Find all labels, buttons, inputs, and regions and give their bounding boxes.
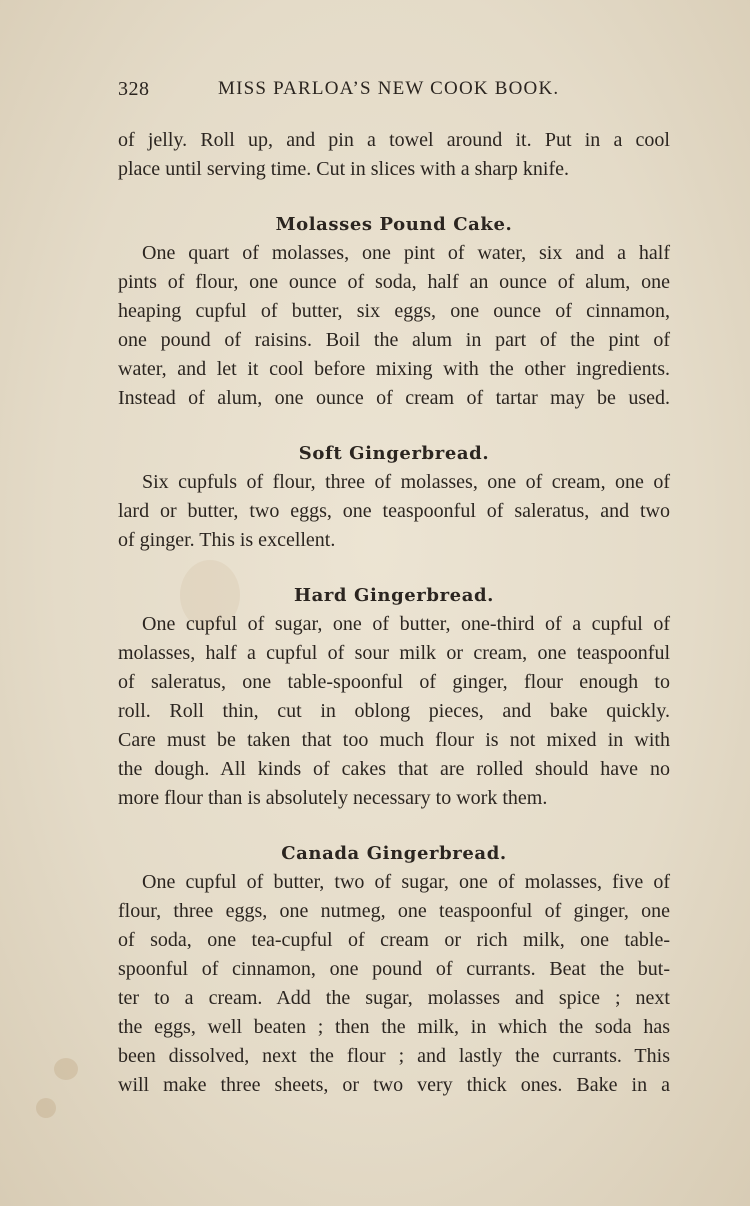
text-line: of ginger. This is excellent. (118, 529, 336, 551)
recipe-title: Molasses Pound Cake. (275, 214, 513, 235)
recipe-title: Soft Gingerbread. (298, 443, 490, 464)
page-header (118, 74, 670, 104)
text-line: Care must be taken that too much flour is not mixed in with (118, 729, 670, 751)
text-line: the eggs, well beaten ; then the milk, in which the soda has (118, 1016, 670, 1038)
text-line: spoonful of cinnamon, one pound of currants. Beat the but- (118, 958, 670, 980)
text-line: of soda, one tea-cupful of cream or rich milk, one table- (118, 929, 670, 951)
text-line: will make three sheets, or two very thick ones. Bake in a (118, 1074, 670, 1096)
text-line: One quart of molasses, one pint of water, six and a half (142, 242, 670, 264)
recipe-section (118, 210, 670, 413)
text-line: pints of flour, one ounce of soda, half an ounce of alum, one (118, 271, 670, 293)
text-line: of jelly. Roll up, and pin a towel around it. Put in a cool (118, 129, 670, 151)
stain-mark (36, 1098, 56, 1118)
text-line: the dough. All kinds of cakes that are rolled should have no (118, 758, 670, 780)
text-line: Instead of alum, one ounce of cream of tartar may be used. (118, 387, 670, 409)
text-line: water, and let it cool before mixing with the other ingredients. (118, 358, 670, 380)
text-line: one pound of raisins. Boil the alum in part of the pint of (118, 329, 670, 351)
text-line: One cupful of sugar, one of butter, one-third of a cupful of (142, 613, 670, 635)
recipe-section (118, 439, 670, 555)
page-body (118, 126, 670, 1100)
text-line: been dissolved, next the flour ; and lastly the currants. This (118, 1045, 670, 1067)
recipe-section (118, 581, 670, 813)
page-number: 328 (118, 78, 150, 100)
recipe-title: Hard Gingerbread. (293, 585, 495, 606)
text-line: molasses, half a cupful of sour milk or cream, one teaspoonful (118, 642, 670, 664)
text-line: roll. Roll thin, cut in oblong pieces, and bake quickly. (118, 700, 670, 722)
running-head: MISS PARLOA’S NEW COOK BOOK. (218, 78, 560, 99)
text-line: place until serving time. Cut in slices with a sharp knife. (118, 158, 570, 180)
text-line: One cupful of butter, two of sugar, one of molasses, five of (142, 871, 670, 893)
text-line: lard or butter, two eggs, one teaspoonful of saleratus, and two (118, 500, 670, 522)
recipe-section (118, 839, 670, 1100)
text-line: Six cupfuls of flour, three of molasses, one of cream, one of (142, 471, 670, 493)
text-line: heaping cupful of butter, six eggs, one ounce of cinnamon, (118, 300, 670, 322)
text-line: more flour than is absolutely necessary to work them. (118, 787, 548, 809)
text-line: ter to a cream. Add the sugar, molasses and spice ; next (118, 987, 670, 1009)
stain-mark (54, 1058, 78, 1080)
text-line: flour, three eggs, one nutmeg, one teaspoonful of ginger, one (118, 900, 670, 922)
recipe-title: Canada Gingerbread. (281, 843, 507, 864)
intro-paragraph (118, 126, 670, 184)
text-line: of saleratus, one table-spoonful of ginger, flour enough to (118, 671, 670, 693)
